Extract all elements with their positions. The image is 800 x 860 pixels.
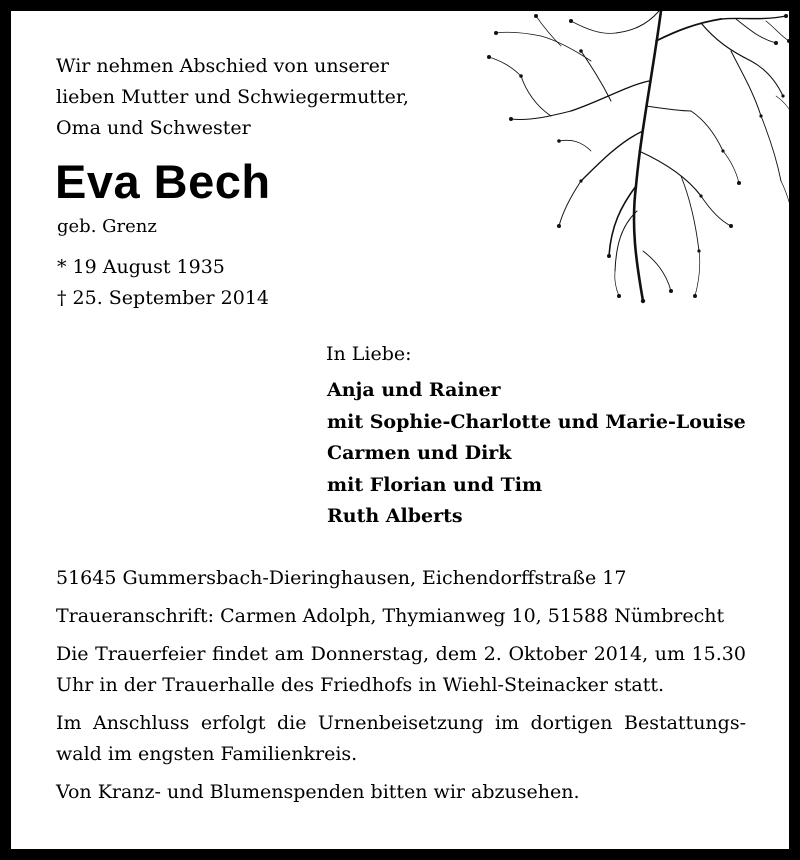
- maiden-name: geb. Grenz: [57, 216, 157, 237]
- family-member: mit Florian und Tim: [327, 473, 543, 496]
- life-dates: [57, 252, 269, 314]
- tree-branch-icon: [431, 11, 800, 311]
- family-member: Carmen und Dirk: [327, 442, 512, 464]
- family-member: Anja und Rainer: [327, 379, 501, 401]
- love-label: In Liebe:: [326, 343, 412, 365]
- address: 51645 Gummersbach-Dieringhausen, Eichendorffstraße 17: [56, 567, 627, 589]
- family-member: mit Sophie-Charlotte und Marie-Louise: [327, 410, 746, 433]
- mourning-address: Traueranschrift: Carmen Adolph, Thymianweg 10, 51588 Nümbrecht: [56, 605, 725, 627]
- intro-line: lieben Mutter und Schwiegermutter,: [56, 86, 409, 108]
- intro-text: [56, 51, 409, 144]
- ceremony-info: Die Trauerfeier findet am Donnerstag, dem 2. Oktober 2014, um 15.30 Uhr in der Trauerhalle des Friedhofs in Wiehl-Steinacker statt.: [56, 643, 746, 696]
- birth-date: * 19 August 1935: [57, 256, 225, 278]
- deceased-name: Eva Bech: [55, 155, 271, 208]
- family-list: [327, 375, 746, 533]
- death-date: † 25. September 2014: [57, 287, 269, 309]
- intro-line: Wir nehmen Abschied von unserer: [56, 55, 390, 77]
- intro-line: Oma und Schwester: [56, 117, 251, 139]
- flowers-note: Von Kranz- und Blumenspenden bitten wir abzusehen.: [56, 781, 580, 803]
- burial-info: Im Anschluss erfolgt die Urnenbeisetzung im dortigen Bestattungs-wald im engsten Familienkreis.: [56, 712, 746, 765]
- info-section: [56, 563, 746, 815]
- family-member: Ruth Alberts: [327, 505, 463, 527]
